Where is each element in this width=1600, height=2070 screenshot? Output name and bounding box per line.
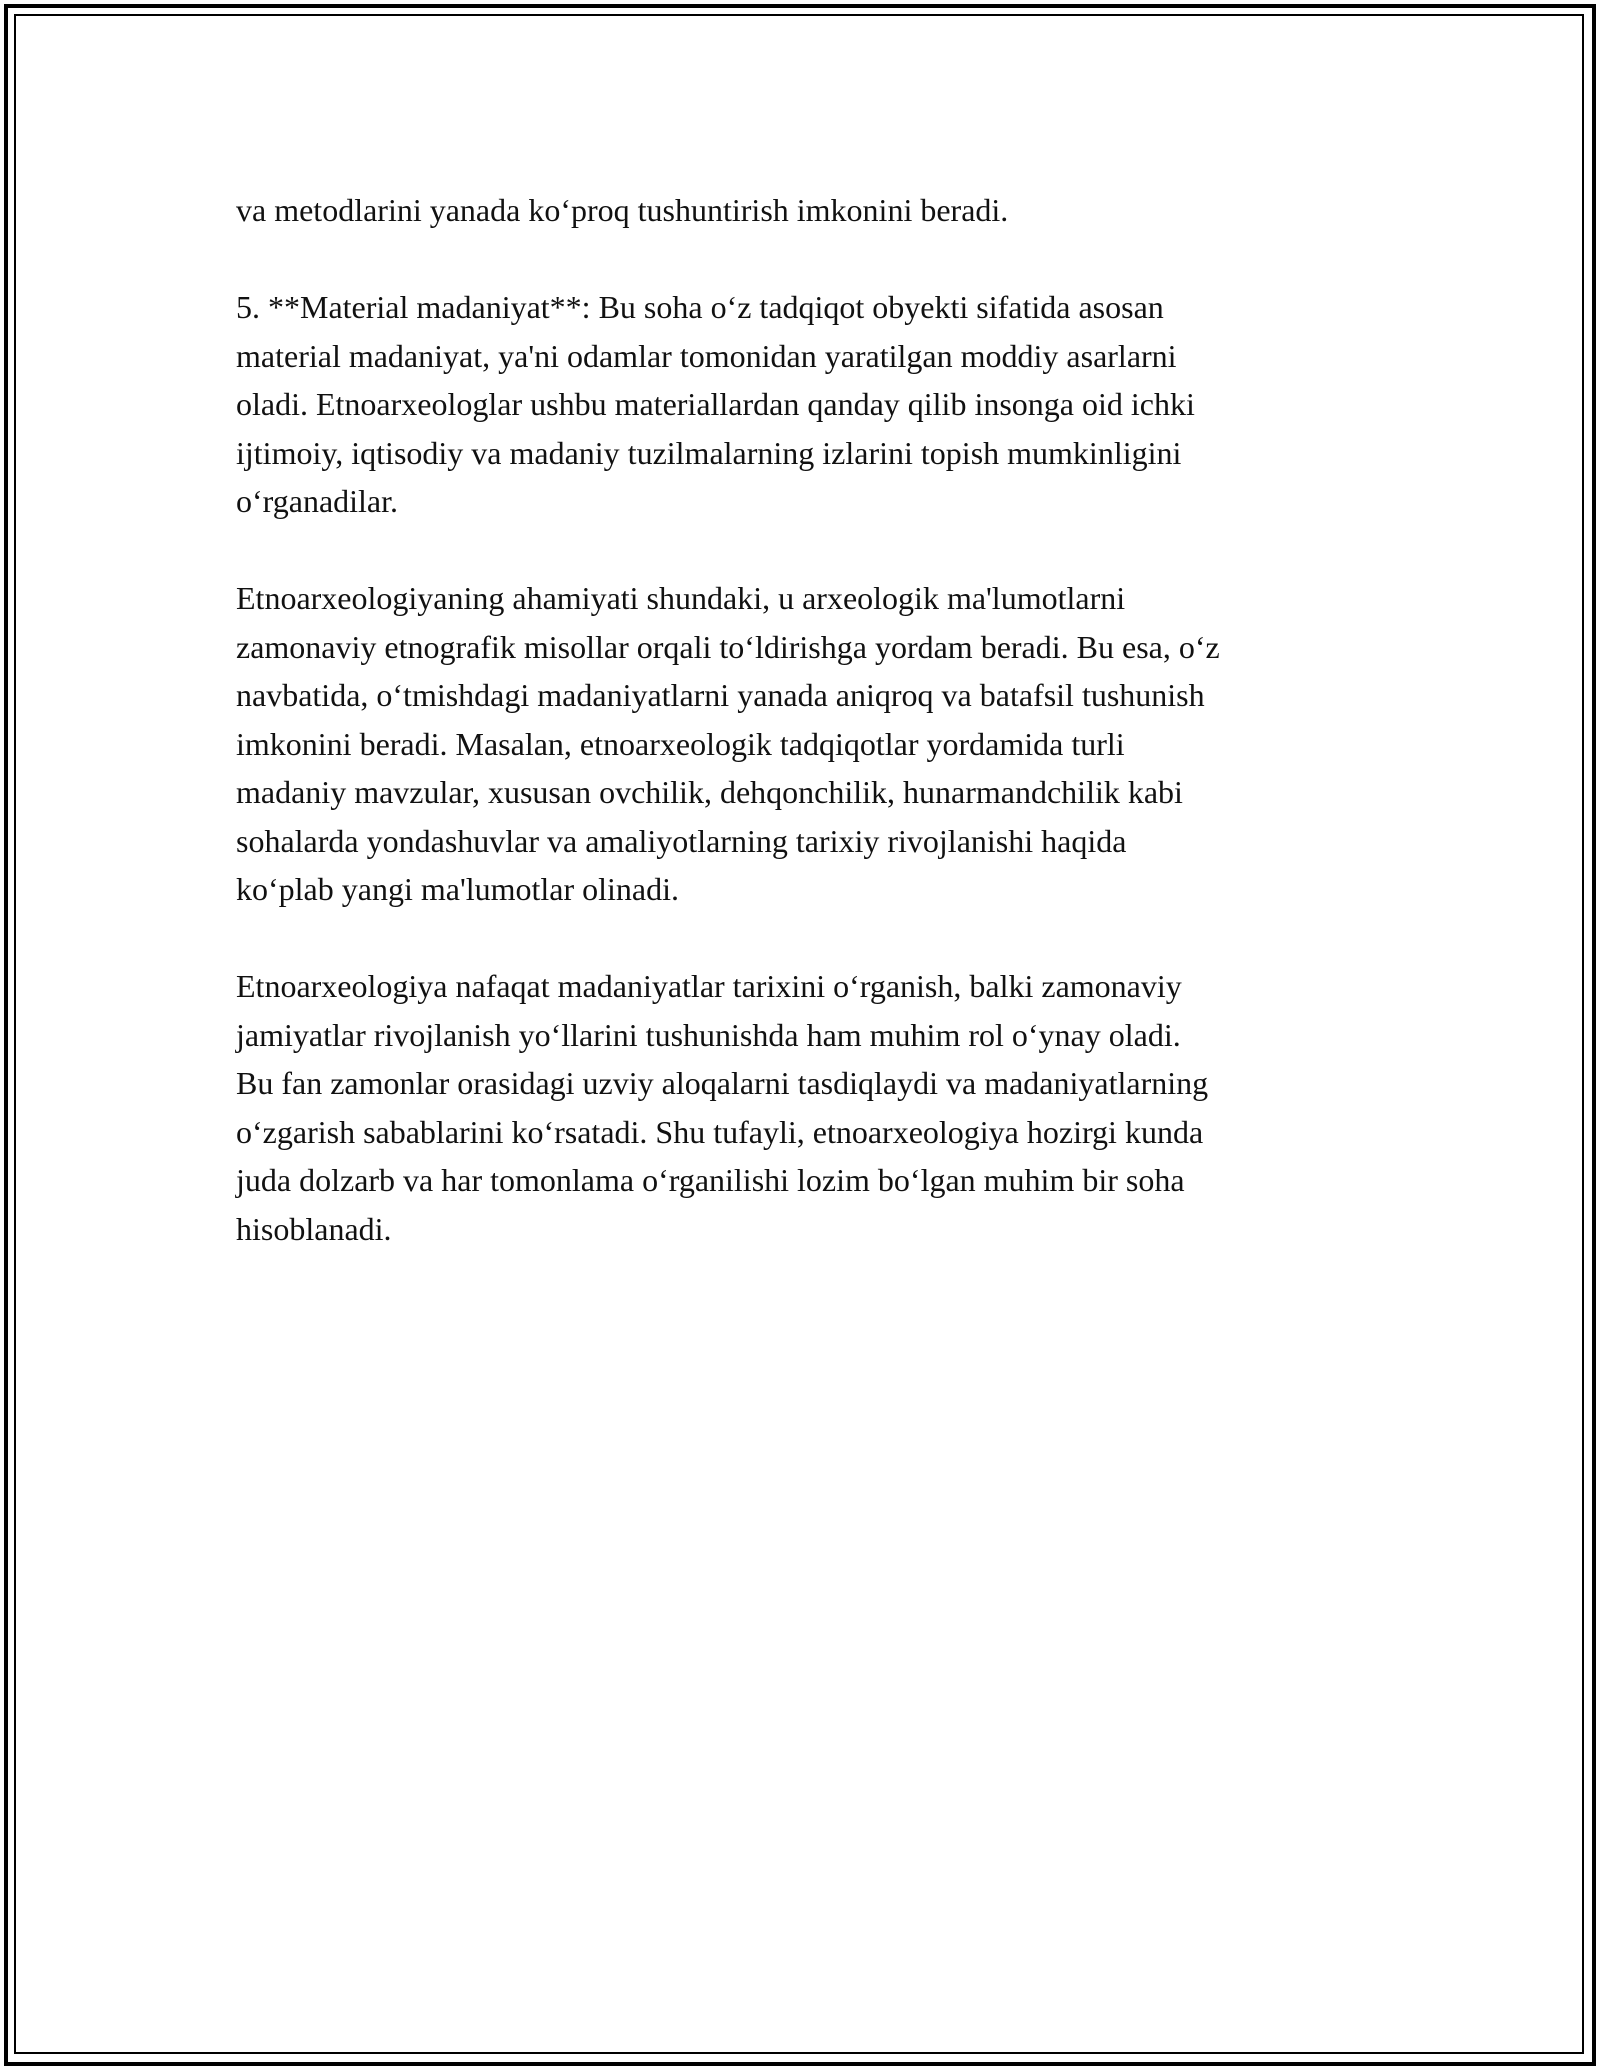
text-line: madaniy mavzular, xususan ovchilik, dehqonchilik, hunarmandchilik kabi (236, 774, 1183, 810)
text-line: Etnoarxeologiyaning ahamiyati shundaki, u arxeologik ma'lumotlarni (236, 580, 1126, 616)
text-line: hisoblanadi. (236, 1210, 392, 1247)
text-line: oladi. Etnoarxeologlar ushbu materiallardan qanday qilib insonga oid ichki (236, 386, 1195, 422)
text-line: va metodlarini yanada koʻproq tushuntirish imkonini beradi. (236, 192, 1009, 228)
text-line: Etnoarxeologiya nafaqat madaniyatlar tarixini oʻrganish, balki zamonaviy (236, 968, 1182, 1004)
text-line: 5. **Material madaniyat**: Bu soha oʻz tadqiqot obyekti sifatida asosan (236, 289, 1164, 325)
paragraph-material-madaniyat (236, 283, 1366, 526)
text-line: Bu fan zamonlar orasidagi uzviy aloqalarni tasdiqlaydi va madaniyatlarning (236, 1065, 1209, 1101)
paragraph-ahamiyati (236, 574, 1366, 914)
text-line: imkonini beradi. Masalan, etnoarxeologik tadqiqotlar yordamida turli (236, 725, 1125, 762)
paragraph-conclusion (236, 962, 1366, 1253)
text-line: zamonaviy etnografik misollar orqali toʻldirishga yordam beradi. Bu esa, oʻz (236, 628, 1220, 665)
text-line: navbatida, oʻtmishdagi madaniyatlarni yanada aniqroq va batafsil tushunish (236, 677, 1205, 713)
text-line: sohalarda yondashuvlar va amaliyotlarning tarixiy rivojlanishi haqida (236, 822, 1127, 859)
text-line: jamiyatlar rivojlanish yoʻllarini tushunishda ham muhim rol oʻynay oladi. (236, 1016, 1181, 1053)
paragraph-continuation (236, 186, 1366, 235)
text-line: ijtimoiy, iqtisodiy va madaniy tuzilmalarning izlarini topish mumkinligini (236, 434, 1182, 471)
document-body (236, 186, 1366, 1302)
text-line: oʻrganadilar. (236, 483, 399, 519)
text-line: oʻzgarish sabablarini koʻrsatadi. Shu tufayli, etnoarxeologiya hozirgi kunda (236, 1113, 1204, 1150)
text-line: koʻplab yangi ma'lumotlar olinadi. (236, 871, 679, 907)
text-line: material madaniyat, ya'ni odamlar tomonidan yaratilgan moddiy asarlarni (236, 337, 1177, 374)
text-line: juda dolzarb va har tomonlama oʻrganilishi lozim boʻlgan muhim bir soha (236, 1162, 1185, 1198)
